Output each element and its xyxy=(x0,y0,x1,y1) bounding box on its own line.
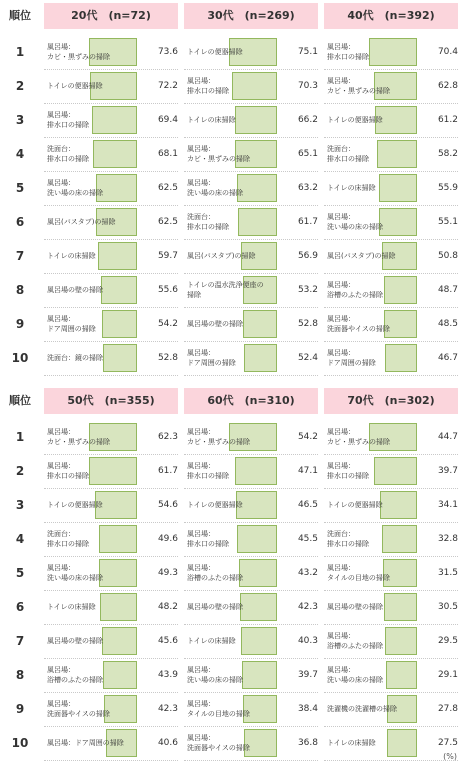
category-label: 風呂(バスタブ)の掃除 xyxy=(47,218,116,226)
data-label: 36.8 xyxy=(297,738,318,748)
category-label: 風呂場： 洗い場の床の掃除 xyxy=(327,213,383,231)
chart-row xyxy=(324,454,458,489)
category-label: 風呂場： 洗面器やイスの掃除 xyxy=(327,315,390,333)
rank-number: 5 xyxy=(15,566,25,580)
chart-row xyxy=(44,522,178,557)
data-label: 46.7 xyxy=(437,353,458,363)
category-label: 風呂(バスタブ)の掃除 xyxy=(187,252,256,260)
chart-row xyxy=(44,137,178,172)
data-label: 63.2 xyxy=(297,183,318,193)
category-label: 風呂場： カビ・黒ずみの掃除 xyxy=(47,428,110,446)
data-label: 46.5 xyxy=(297,500,318,510)
category-label: 風呂場： 排水口の掃除 xyxy=(327,43,369,61)
group-title: 40代 (n=392) xyxy=(324,3,458,29)
chart-row xyxy=(184,69,318,104)
category-label: 風呂場： 排水口の掃除 xyxy=(187,530,229,548)
rank-number: 7 xyxy=(15,249,25,263)
chart-row xyxy=(44,658,178,693)
data-label: 54.2 xyxy=(297,432,318,442)
data-label: 75.1 xyxy=(297,47,318,57)
chart-row xyxy=(324,726,458,761)
category-label: 洗面台： 排水口の掃除 xyxy=(187,213,229,231)
data-label: 42.3 xyxy=(157,704,178,714)
chart-row xyxy=(324,307,458,342)
rank-number: 5 xyxy=(15,181,25,195)
unit-label: (%) xyxy=(443,752,457,761)
category-label: 風呂場： 洗い場の床の掃除 xyxy=(47,179,103,197)
category-label: トイレの便器掃除 xyxy=(187,501,243,509)
chart-row xyxy=(44,726,178,761)
data-label: 43.2 xyxy=(297,568,318,578)
chart-row xyxy=(44,171,178,206)
category-label: 洗面台： 排水口の掃除 xyxy=(327,145,369,163)
category-label: トイレの床掃除 xyxy=(47,252,96,260)
category-label: 風呂場： カビ・黒ずみの掃除 xyxy=(187,428,250,446)
category-label: 風呂場： 洗面器やイスの掃除 xyxy=(47,700,110,718)
group-title: 60代 (n=310) xyxy=(184,388,318,414)
chart-row xyxy=(184,35,318,70)
data-label: 58.2 xyxy=(437,149,458,159)
data-label: 55.6 xyxy=(157,285,178,295)
chart-row xyxy=(184,307,318,342)
data-label: 70.4 xyxy=(437,47,458,57)
chart-row xyxy=(324,341,458,376)
chart-row xyxy=(184,103,318,138)
data-label: 54.6 xyxy=(157,500,178,510)
category-label: 洗面台： 排水口の掃除 xyxy=(47,530,89,548)
category-label: 風呂場： 排水口の掃除 xyxy=(187,462,229,480)
data-label: 52.4 xyxy=(297,353,318,363)
data-label: 47.1 xyxy=(297,466,318,476)
chart-row xyxy=(184,726,318,761)
rank-number: 3 xyxy=(15,113,25,127)
data-label: 39.7 xyxy=(437,466,458,476)
data-label: 27.5 xyxy=(437,738,458,748)
category-label: 風呂場： ドア周囲の掃除 xyxy=(187,349,236,367)
group-title: 20代 (n=72) xyxy=(44,3,178,29)
data-label: 62.5 xyxy=(157,217,178,227)
chart-row xyxy=(44,488,178,523)
rank-header: 順位 xyxy=(9,394,31,407)
data-label: 39.7 xyxy=(297,670,318,680)
data-label: 32.8 xyxy=(437,534,458,544)
category-label: 風呂場： カビ・黒ずみの掃除 xyxy=(47,43,110,61)
rank-number: 3 xyxy=(15,498,25,512)
category-label: 風呂場： 浴槽のふたの掃除 xyxy=(187,564,243,582)
data-label: 49.3 xyxy=(157,568,178,578)
chart-row xyxy=(44,341,178,376)
category-label: 洗濯機の洗濯槽の掃除 xyxy=(327,705,397,713)
chart-row xyxy=(184,273,318,308)
data-label: 72.2 xyxy=(157,81,178,91)
rank-number: 10 xyxy=(11,351,29,365)
chart-row xyxy=(184,137,318,172)
chart-row xyxy=(324,488,458,523)
category-label: 風呂(バスタブ)の掃除 xyxy=(327,252,396,260)
data-label: 61.7 xyxy=(297,217,318,227)
age-group-panel xyxy=(44,3,178,375)
category-label: トイレの便器掃除 xyxy=(187,48,243,56)
data-label: 62.3 xyxy=(157,432,178,442)
category-label: 風呂場： タイルの目地の掃除 xyxy=(327,564,390,582)
category-label: 風呂場： カビ・黒ずみの掃除 xyxy=(327,428,390,446)
category-label: 風呂場： 排水口の掃除 xyxy=(327,462,369,480)
data-label: 45.6 xyxy=(157,636,178,646)
rank-number: 4 xyxy=(15,532,25,546)
data-label: 40.3 xyxy=(297,636,318,646)
chart-row xyxy=(184,420,318,455)
data-label: 69.4 xyxy=(157,115,178,125)
chart-row xyxy=(324,522,458,557)
chart-row xyxy=(184,205,318,240)
chart-row xyxy=(324,590,458,625)
category-label: 風呂場： 洗い場の床の掃除 xyxy=(327,666,383,684)
chart-row xyxy=(44,454,178,489)
data-label: 70.3 xyxy=(297,81,318,91)
chart-row xyxy=(324,624,458,659)
data-label: 55.1 xyxy=(437,217,458,227)
category-label: 風呂場： 洗面器やイスの掃除 xyxy=(187,734,250,752)
data-label: 34.1 xyxy=(437,500,458,510)
data-label: 52.8 xyxy=(157,353,178,363)
category-label: トイレの床掃除 xyxy=(327,184,376,192)
data-label: 73.6 xyxy=(157,47,178,57)
rank-header: 順位 xyxy=(9,9,31,22)
data-label: 62.8 xyxy=(437,81,458,91)
age-group-panel xyxy=(324,388,458,760)
category-label: 風呂場： 浴槽のふたの掃除 xyxy=(327,281,383,299)
data-label: 48.5 xyxy=(437,319,458,329)
data-label: 29.5 xyxy=(437,636,458,646)
data-label: 59.7 xyxy=(157,251,178,261)
category-label: トイレの床掃除 xyxy=(187,116,236,124)
category-label: トイレの温水洗浄便座の 掃除 xyxy=(187,281,264,299)
chart-row xyxy=(324,273,458,308)
data-label: 65.1 xyxy=(297,149,318,159)
group-title: 70代 (n=302) xyxy=(324,388,458,414)
chart-row xyxy=(324,171,458,206)
rank-number: 9 xyxy=(15,702,25,716)
data-label: 27.8 xyxy=(437,704,458,714)
category-label: トイレの床掃除 xyxy=(187,637,236,645)
group-title: 50代 (n=355) xyxy=(44,388,178,414)
category-label: 洗面台： 排水口の掃除 xyxy=(327,530,369,548)
chart-row xyxy=(184,341,318,376)
data-label: 45.5 xyxy=(297,534,318,544)
data-label: 50.8 xyxy=(437,251,458,261)
data-label: 44.7 xyxy=(437,432,458,442)
chart-row xyxy=(324,205,458,240)
data-label: 43.9 xyxy=(157,670,178,680)
data-label: 56.9 xyxy=(297,251,318,261)
data-label: 42.3 xyxy=(297,602,318,612)
rank-number: 7 xyxy=(15,634,25,648)
category-label: 風呂場： 洗い場の床の掃除 xyxy=(187,179,243,197)
chart-row xyxy=(324,239,458,274)
chart-row xyxy=(324,137,458,172)
data-label: 52.8 xyxy=(297,319,318,329)
category-label: 風呂場： 浴槽のふたの掃除 xyxy=(327,632,383,650)
data-label: 55.9 xyxy=(437,183,458,193)
chart-row xyxy=(44,307,178,342)
data-label: 66.2 xyxy=(297,115,318,125)
category-label: 風呂場： 浴槽のふたの掃除 xyxy=(47,666,103,684)
chart-row xyxy=(324,35,458,70)
category-label: 風呂場： 洗い場の床の掃除 xyxy=(47,564,103,582)
data-label: 61.7 xyxy=(157,466,178,476)
chart-row xyxy=(44,590,178,625)
data-label: 61.2 xyxy=(437,115,458,125)
category-label: 風呂場： 排水口の掃除 xyxy=(47,111,89,129)
data-label: 54.2 xyxy=(157,319,178,329)
category-label: 風呂場の壁の掃除 xyxy=(47,286,103,294)
category-label: トイレの便器掃除 xyxy=(47,82,103,90)
age-group-panel xyxy=(324,3,458,375)
category-label: 風呂場の壁の掃除 xyxy=(327,603,383,611)
rank-number: 1 xyxy=(15,430,25,444)
rank-number: 2 xyxy=(15,464,25,478)
category-label: 風呂場の壁の掃除 xyxy=(187,603,243,611)
chart-row xyxy=(324,420,458,455)
data-label: 40.6 xyxy=(157,738,178,748)
rank-number: 4 xyxy=(15,147,25,161)
rank-number: 10 xyxy=(11,736,29,750)
data-label: 62.5 xyxy=(157,183,178,193)
category-label: 風呂場： 排水口の掃除 xyxy=(47,462,89,480)
category-label: トイレの便器掃除 xyxy=(327,501,383,509)
chart-row xyxy=(44,205,178,240)
chart-row xyxy=(324,658,458,693)
chart-row xyxy=(184,454,318,489)
category-label: 風呂場： カビ・黒ずみの掃除 xyxy=(187,145,250,163)
chart-row xyxy=(184,624,318,659)
chart-row xyxy=(324,692,458,727)
chart-row xyxy=(184,556,318,591)
chart-row xyxy=(324,103,458,138)
chart-row xyxy=(184,171,318,206)
category-label: トイレの床掃除 xyxy=(47,603,96,611)
rank-number: 9 xyxy=(15,317,25,331)
data-label: 48.2 xyxy=(157,602,178,612)
category-label: 洗面台：鏡の掃除 xyxy=(47,354,103,362)
chart-row xyxy=(184,239,318,274)
category-label: 風呂場： 洗い場の床の掃除 xyxy=(187,666,243,684)
data-label: 68.1 xyxy=(157,149,178,159)
rank-number: 1 xyxy=(15,45,25,59)
category-label: 風呂場： 排水口の掃除 xyxy=(187,77,229,95)
chart-row xyxy=(44,103,178,138)
chart-row xyxy=(184,590,318,625)
category-label: 風呂場： カビ・黒ずみの掃除 xyxy=(327,77,390,95)
chart-row xyxy=(184,488,318,523)
chart-row xyxy=(44,239,178,274)
data-label: 31.5 xyxy=(437,568,458,578)
chart-row xyxy=(184,692,318,727)
data-label: 38.4 xyxy=(297,704,318,714)
chart-row xyxy=(184,522,318,557)
age-group-panel xyxy=(44,388,178,760)
chart-row xyxy=(324,69,458,104)
rank-number: 6 xyxy=(15,215,25,229)
category-label: トイレの床掃除 xyxy=(327,739,376,747)
chart-row xyxy=(44,624,178,659)
category-label: 風呂場の壁の掃除 xyxy=(187,320,243,328)
category-label: トイレの便器掃除 xyxy=(47,501,103,509)
category-label: 風呂場： ドア周囲の掃除 xyxy=(47,315,96,333)
category-label: 風呂場： ドア周囲の掃除 xyxy=(327,349,376,367)
category-label: 洗面台： 排水口の掃除 xyxy=(47,145,89,163)
category-label: トイレの便器掃除 xyxy=(327,116,383,124)
chart-row xyxy=(44,556,178,591)
chart-row xyxy=(184,658,318,693)
rank-number: 2 xyxy=(15,79,25,93)
rank-number: 6 xyxy=(15,600,25,614)
rank-number: 8 xyxy=(15,283,25,297)
data-label: 48.7 xyxy=(437,285,458,295)
group-title: 30代 (n=269) xyxy=(184,3,318,29)
data-label: 49.6 xyxy=(157,534,178,544)
chart-row xyxy=(324,556,458,591)
chart-row xyxy=(44,35,178,70)
rank-number: 8 xyxy=(15,668,25,682)
data-label: 30.5 xyxy=(437,602,458,612)
category-label: 風呂場の壁の掃除 xyxy=(47,637,103,645)
data-label: 53.2 xyxy=(297,285,318,295)
data-label: 29.1 xyxy=(437,670,458,680)
age-group-panel xyxy=(184,388,318,760)
chart-row xyxy=(44,69,178,104)
chart-row xyxy=(44,692,178,727)
age-group-panel xyxy=(184,3,318,375)
chart-row xyxy=(44,420,178,455)
category-label: 風呂場： タイルの目地の掃除 xyxy=(187,700,250,718)
category-label: 風呂場：ドア周囲の掃除 xyxy=(47,739,124,747)
chart-row xyxy=(44,273,178,308)
